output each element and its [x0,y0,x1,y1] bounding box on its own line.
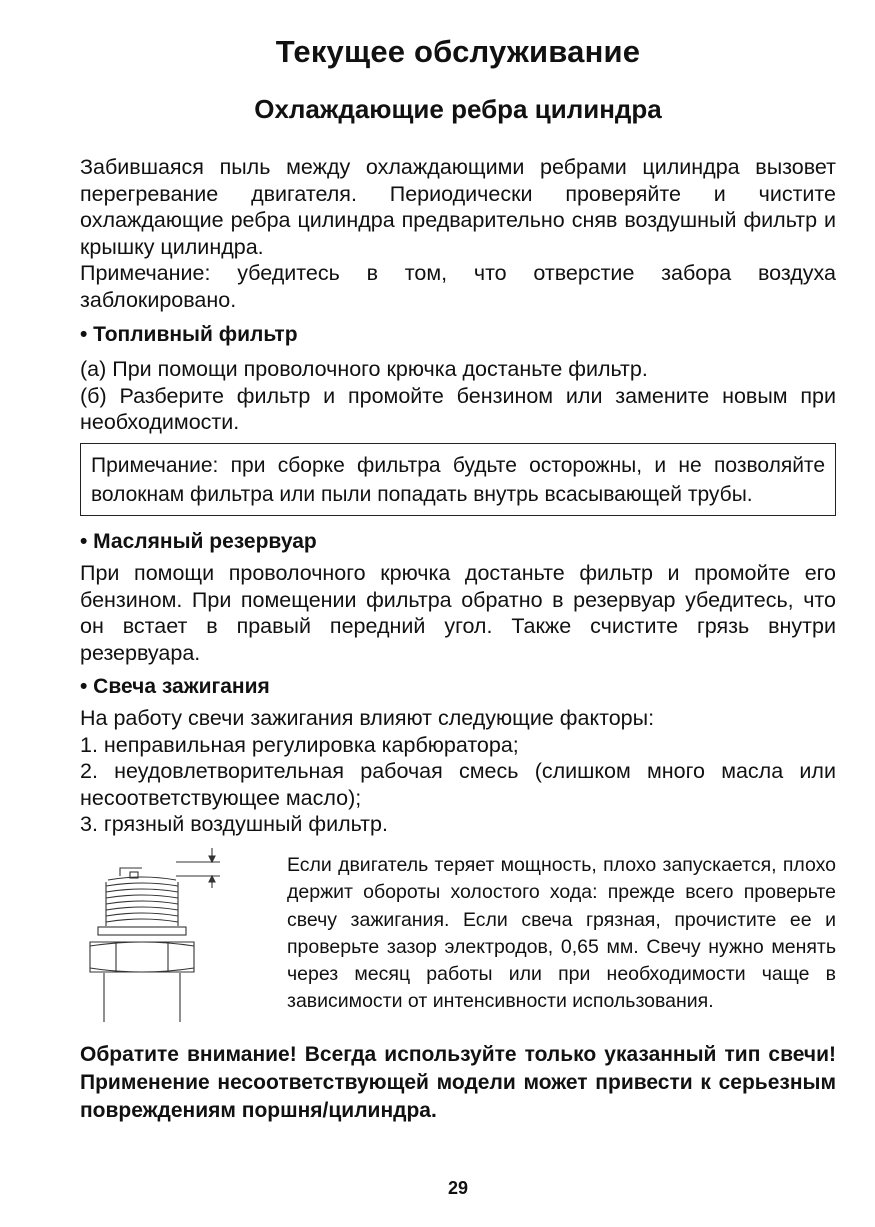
intro-note: Примечание: убедитесь в том, что отверстие забора воздуха заблокировано. [80,261,836,312]
spark-plug-intro: На работу свечи зажигания влияют следующие факторы: [80,706,655,730]
intro-paragraph: Забившаяся пыль между охлаждающими ребрами цилиндра вызовет перегревание двигателя. Периодически проверяйте и чистите охлаждающие ребра цилиндра предварительно сняв воздушный фильтр и крышку цилиндра. [80,155,836,259]
spark-plug-diagram [80,842,280,1027]
fuel-filter-note: Примечание: при сборке фильтра будьте осторожны, и не позволяйте волокнам фильтра или пыли попадать внутрь всасывающей трубы. [91,454,825,506]
oil-tank-text: При помощи проволочного крючка достаньте фильтр и промойте его бензином. При помещении фильтра обратно в резервуар убедитесь, что он встает в правый передний угол. Также счистите грязь внутри резервуара. [80,561,836,665]
warning-block [80,1041,836,1125]
intro-section [80,154,836,313]
spark-plug-description [287,852,836,1016]
page-number: 29 [447,1178,469,1198]
section-title: Охлаждающие ребра цилиндра [254,94,662,124]
spark-plug-section [80,674,836,838]
oil-tank-section [80,529,836,666]
fuel-filter-note-box [80,443,836,516]
fuel-filter-heading: • Топливный фильтр [80,323,298,346]
fuel-filter-step-b: (б) Разберите фильтр и промойте бензином или замените новым при необходимости. [80,383,836,434]
spark-plug-diagram-text: Если двигатель теряет мощность, плохо запускается, плохо держит обороты холостого хода: прежде всего проверьте свечу зажигания. Если свеча грязная, прочистите ее и проверьте зазор электродов, 0,65 мм. Свечу нужно менять через месяц работы или при необходимости чаще в зависимости от интенсивности использования. [287,854,836,1013]
oil-tank-heading: • Масляный резервуар [80,530,317,553]
page-title: Текущее обслуживание [275,34,641,69]
fuel-filter-step-a: (а) При помощи проволочного крючка достаньте фильтр. [80,357,648,381]
spark-plug-factor-1: 1. неправильная регулировка карбюратора; [80,732,519,757]
spark-plug-factor-3: 3. грязный воздушный фильтр. [80,812,388,836]
spark-plug-factor-2: 2. неудовлетворительная рабочая смесь (слишком много масла или несоответствующее масло); [80,759,836,810]
fuel-filter-section [80,322,836,436]
spark-plug-heading: • Свеча зажигания [80,675,270,698]
warning-text: Обратите внимание! Всегда используйте только указанный тип свечи! Применение несоответствующей модели может привести к серьезным повреждениям поршня/цилиндра. [80,1043,836,1122]
